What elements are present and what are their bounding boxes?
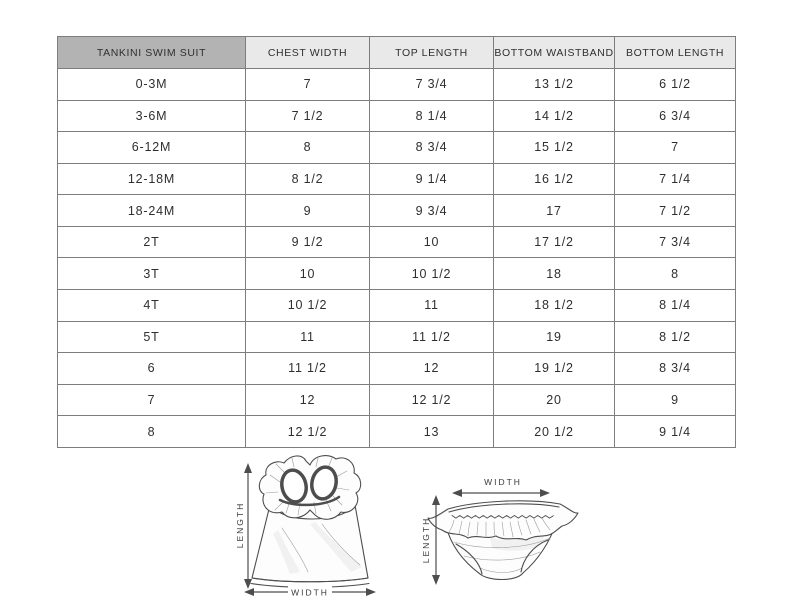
measurement-cell: 9 — [615, 384, 736, 416]
size-cell: 12-18M — [58, 163, 246, 195]
measurement-cell: 8 3/4 — [370, 132, 494, 164]
measurement-cell: 18 — [494, 258, 615, 290]
measurement-cell: 7 — [615, 132, 736, 164]
measurement-cell: 14 1/2 — [494, 100, 615, 132]
table-row — [58, 258, 736, 290]
measurement-cell: 20 1/2 — [494, 416, 615, 448]
size-table — [57, 36, 736, 448]
length-arrow — [432, 495, 440, 585]
table-row — [58, 69, 736, 101]
table-row — [58, 321, 736, 353]
length-label: LENGTH — [421, 516, 431, 564]
size-cell: 5T — [58, 321, 246, 353]
length-label: LENGTH — [235, 501, 245, 549]
size-cell: 0-3M — [58, 69, 246, 101]
measurement-cell: 8 1/4 — [615, 290, 736, 322]
column-header-top-length: TOP LENGTH — [370, 37, 494, 69]
size-cell: 3T — [58, 258, 246, 290]
size-cell: 6 — [58, 353, 246, 385]
table-body — [58, 69, 736, 448]
measurement-cell: 10 — [370, 226, 494, 258]
measurement-cell: 7 3/4 — [370, 69, 494, 101]
measurement-cell: 11 — [246, 321, 370, 353]
measurement-cell: 7 1/2 — [615, 195, 736, 227]
measurement-cell: 8 — [615, 258, 736, 290]
table-row — [58, 226, 736, 258]
measurement-cell: 7 — [246, 69, 370, 101]
size-cell: 8 — [58, 416, 246, 448]
header-row — [58, 37, 736, 69]
measurement-cell: 19 — [494, 321, 615, 353]
length-arrow — [244, 463, 252, 589]
width-arrow — [452, 489, 550, 497]
measurement-cell: 12 — [246, 384, 370, 416]
measurement-cell: 9 1/2 — [246, 226, 370, 258]
column-header-size: TANKINI SWIM SUIT — [58, 37, 246, 69]
column-header-chest-width: CHEST WIDTH — [246, 37, 370, 69]
size-cell: 2T — [58, 226, 246, 258]
measurement-cell: 8 — [246, 132, 370, 164]
measurement-cell: 11 — [370, 290, 494, 322]
measurement-cell: 17 — [494, 195, 615, 227]
measurement-cell: 13 — [370, 416, 494, 448]
size-cell: 4T — [58, 290, 246, 322]
measurement-cell: 10 — [246, 258, 370, 290]
measurement-cell: 7 1/2 — [246, 100, 370, 132]
table-row — [58, 416, 736, 448]
measurement-cell: 8 1/2 — [615, 321, 736, 353]
measurement-cell: 9 — [246, 195, 370, 227]
size-cell: 3-6M — [58, 100, 246, 132]
table-row — [58, 163, 736, 195]
table-row — [58, 353, 736, 385]
tankini-top-diagram — [220, 452, 405, 607]
measurement-cell: 19 1/2 — [494, 353, 615, 385]
measurement-cell: 11 1/2 — [370, 321, 494, 353]
measurement-cell: 18 1/2 — [494, 290, 615, 322]
measurement-cell: 8 1/2 — [246, 163, 370, 195]
column-header-bottom-waistband: BOTTOM WAISTBAND — [494, 37, 615, 69]
measurement-cell: 11 1/2 — [246, 353, 370, 385]
table-row — [58, 100, 736, 132]
size-cell: 18-24M — [58, 195, 246, 227]
size-cell: 7 — [58, 384, 246, 416]
measurement-cell: 12 1/2 — [370, 384, 494, 416]
measurement-cell: 17 1/2 — [494, 226, 615, 258]
width-label: WIDTH — [484, 477, 522, 487]
measurement-cell: 12 1/2 — [246, 416, 370, 448]
measurement-cell: 6 3/4 — [615, 100, 736, 132]
measurement-cell: 7 1/4 — [615, 163, 736, 195]
table-row — [58, 195, 736, 227]
measurement-cell: 15 1/2 — [494, 132, 615, 164]
measurement-cell: 13 1/2 — [494, 69, 615, 101]
measurement-cell: 9 1/4 — [370, 163, 494, 195]
width-label: WIDTH — [291, 587, 329, 598]
table-row — [58, 290, 736, 322]
measurement-cell: 20 — [494, 384, 615, 416]
measurement-cell: 6 1/2 — [615, 69, 736, 101]
measurement-cell: 16 1/2 — [494, 163, 615, 195]
measurement-cell: 12 — [370, 353, 494, 385]
measurement-cell: 8 3/4 — [615, 353, 736, 385]
table-row — [58, 384, 736, 416]
measurement-cell: 8 1/4 — [370, 100, 494, 132]
tankini-bottom-diagram — [420, 468, 595, 603]
measurement-cell: 9 3/4 — [370, 195, 494, 227]
measurement-cell: 9 1/4 — [615, 416, 736, 448]
size-cell: 6-12M — [58, 132, 246, 164]
measurement-cell: 10 1/2 — [370, 258, 494, 290]
measurement-cell: 10 1/2 — [246, 290, 370, 322]
table-row — [58, 132, 736, 164]
measurement-cell: 7 3/4 — [615, 226, 736, 258]
column-header-bottom-length: BOTTOM LENGTH — [615, 37, 736, 69]
